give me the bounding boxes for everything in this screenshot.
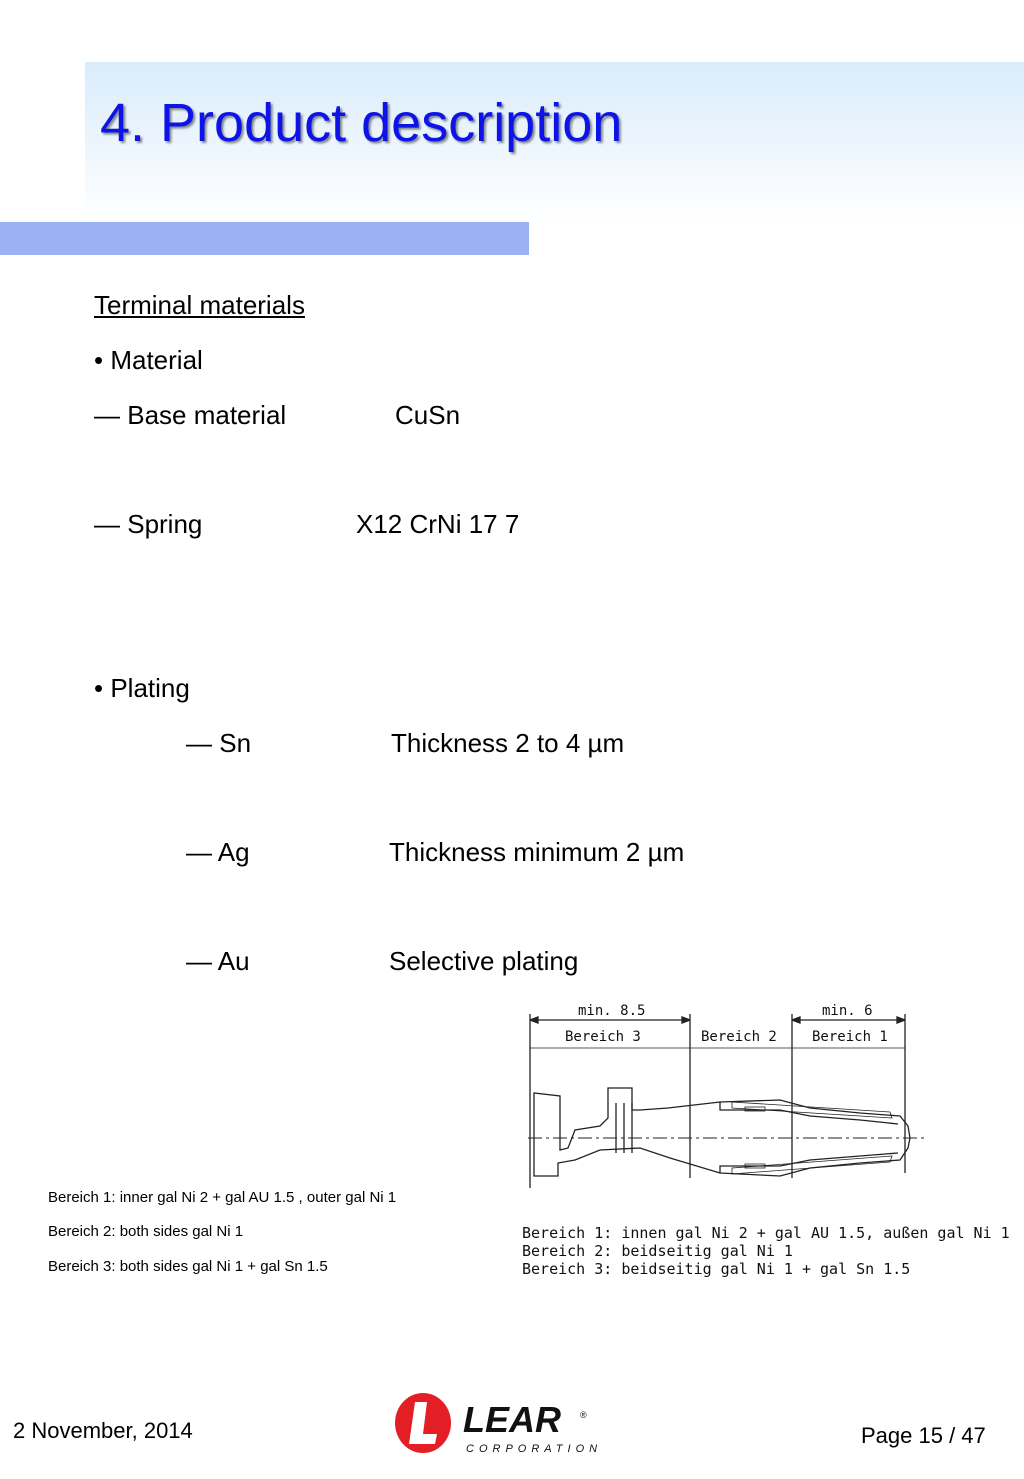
zone1-label: Bereich 1 <box>812 1029 888 1045</box>
dim-right-label: min. 6 <box>822 1003 873 1019</box>
legend-en-1: Bereich 1: inner gal Ni 2 + gal AU 1.5 , outer gal Ni 1 <box>48 1189 397 1206</box>
drawing-legend-de <box>522 1224 1010 1278</box>
plating-sn-value: Thickness 2 to 4 µm <box>391 728 625 758</box>
logo-word: LEAR <box>463 1399 561 1440</box>
plating-au-value: Selective plating <box>389 946 579 976</box>
legend-en-2: Bereich 2: both sides gal Ni 1 <box>48 1223 244 1240</box>
lear-logo <box>393 1388 633 1458</box>
plating-ag-label: — Ag <box>186 837 250 867</box>
zone3-label: Bereich 3 <box>565 1029 641 1045</box>
legend-en-3: Bereich 3: both sides gal Ni 1 + gal Sn 1.5 <box>48 1258 328 1275</box>
legend-de-line: Bereich 2: beidseitig gal Ni 1 <box>522 1242 793 1260</box>
legend-de-line: Bereich 3: beidseitig gal Ni 1 + gal Sn 1.5 <box>522 1260 911 1278</box>
legend-de-line: Bereich 1: innen gal Ni 2 + gal AU 1.5, außen gal Ni 1 <box>522 1224 1010 1242</box>
logo-registered: ® <box>580 1410 587 1420</box>
plating-ag-value: Thickness minimum 2 µm <box>389 837 685 867</box>
material-bullet: • Material <box>94 345 203 375</box>
plating-bullet: • Plating <box>94 673 190 703</box>
base-material-label: — Base material <box>94 400 287 430</box>
plating-au-label: — Au <box>186 946 250 976</box>
spring-value: X12 CrNi 17 7 <box>356 509 520 539</box>
dim-left-label: min. 8.5 <box>578 1003 646 1019</box>
section-heading: Terminal materials <box>94 290 305 320</box>
plating-sn-label: — Sn <box>186 728 252 758</box>
spring-label: — Spring <box>94 509 203 539</box>
footer-date: 2 November, 2014 <box>13 1418 193 1443</box>
zone2-label: Bereich 2 <box>701 1029 777 1045</box>
title-rule-bar <box>0 222 529 255</box>
terminal-drawing <box>520 998 1010 1198</box>
logo-sub: CORPORATION <box>466 1443 603 1455</box>
footer-page-number: Page 15 / 47 <box>861 1423 986 1448</box>
base-material-value: CuSn <box>395 400 461 430</box>
page-title: 4. Product description <box>100 93 623 153</box>
